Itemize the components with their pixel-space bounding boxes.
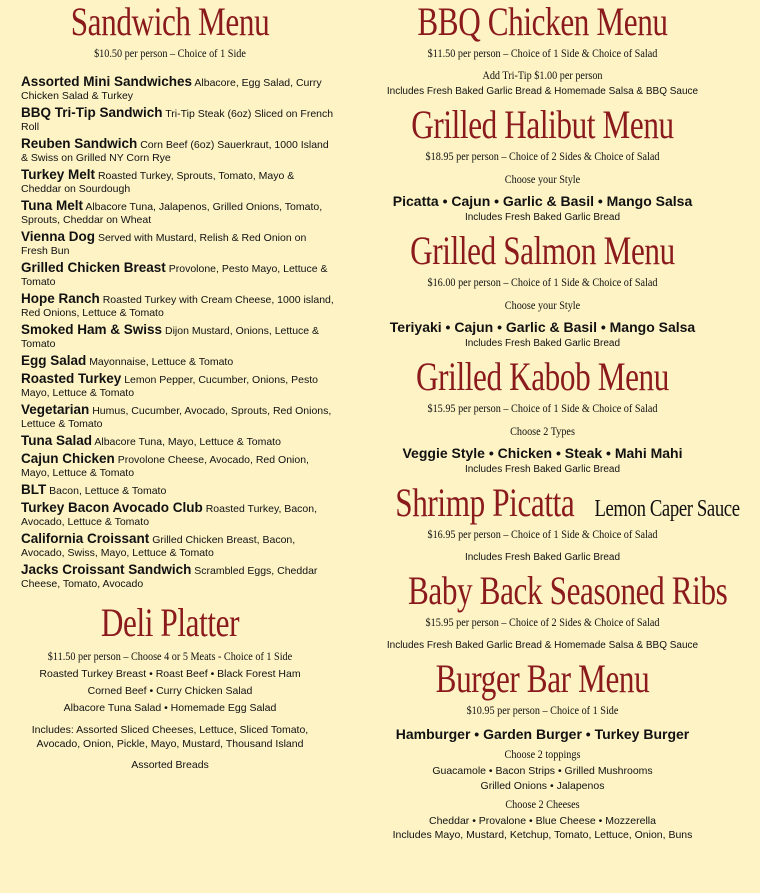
sandwich-item [21, 199, 336, 227]
sandwich-list [0, 75, 340, 591]
deli-breads: Assorted Breads [131, 759, 209, 771]
burger-bar-toppings-1: Guacamole • Bacon Strips • Grilled Mushrooms [432, 765, 653, 777]
sandwich-description: Roasted Turkey with Cream Cheese, 1000 island, Red Onions, Lettuce & Tomato [21, 294, 334, 319]
baby-back-ribs-includes: Includes Fresh Baked Garlic Bread & Homemade Salsa & BBQ Sauce [386, 640, 699, 651]
grilled-salmon-price: $16.00 per person – Choice of 1 Side & Choice of Salad [427, 275, 658, 289]
grilled-salmon-includes: Includes Fresh Baked Garlic Bread [464, 338, 621, 349]
sandwich-name: Smoked Ham & Swiss [21, 322, 163, 337]
sandwich-item [21, 75, 336, 103]
burger-bar-includes: Includes Mayo, Mustard, Ketchup, Tomato, Lettuce, Onion, Buns [392, 829, 693, 841]
grilled-halibut-price: $18.95 per person – Choice of 2 Sides & Choice of Salad [425, 149, 660, 163]
deli-platter-price: $11.50 per person – Choose 4 or 5 Meats - Choice of 1 Side [47, 649, 293, 663]
sandwich-description: Albacore Tuna, Jalapenos, Grilled Onions, Tomato, Sprouts, Cheddar on Wheat [21, 201, 323, 226]
sandwich-name: Jacks Croissant Sandwich [21, 562, 192, 577]
sandwich-item [21, 137, 336, 165]
sandwich-item [21, 483, 336, 498]
sandwich-description: Mayonnaise, Lettuce & Tomato [89, 356, 234, 368]
grilled-kabob-price: $15.95 per person – Choice of 1 Side & Choice of Salad [427, 401, 658, 415]
sandwich-description: Provolone Cheese, Avocado, Red Onion, Mayo, Lettuce & Tomato [21, 454, 309, 479]
sandwich-description: Dijon Mustard, Onions, Lettuce & Tomato [21, 325, 320, 350]
sandwich-menu-price: $10.50 per person – Choice of 1 Side [94, 46, 246, 60]
bbq-chicken-includes: Includes Fresh Baked Garlic Bread & Homemade Salsa & BBQ Sauce [386, 86, 699, 97]
sandwich-description: Grilled Chicken Breast, Bacon, Avocado, Swiss, Mayo, Lettuce & Tomato [21, 534, 296, 559]
bbq-chicken-addon: Add Tri-Tip $1.00 per person [482, 68, 603, 82]
grilled-halibut-includes: Includes Fresh Baked Garlic Bread [464, 212, 621, 223]
sandwich-name: Tuna Melt [21, 198, 83, 213]
sandwich-item [21, 452, 336, 480]
sandwich-name: Tuna Salad [21, 433, 93, 448]
burger-bar-options: Hamburger • Garden Burger • Turkey Burger [395, 726, 690, 742]
sandwich-item [21, 434, 336, 449]
grilled-salmon-title: Grilled Salmon Menu [410, 228, 675, 273]
burger-bar-toppings-label: Choose 2 toppings [504, 747, 581, 761]
baby-back-ribs-title: Baby Back Seasoned Ribs [407, 568, 728, 613]
right-column [370, 0, 740, 841]
sandwich-item [21, 501, 336, 529]
shrimp-picatta-subtitle: Lemon Caper Sauce [594, 496, 740, 522]
sandwich-description: Tri-Tip Steak (6oz) Sliced on French Roll [21, 108, 334, 133]
sandwich-description: Scrambled Eggs, Cheddar Cheese, Tomato, Avocado [21, 565, 318, 590]
grilled-halibut-title: Grilled Halibut Menu [411, 102, 674, 147]
sandwich-description: Corn Beef (6oz) Sauerkraut, 1000 Island & Swiss on Grilled NY Corn Rye [21, 139, 329, 164]
sandwich-item [21, 168, 336, 196]
sandwich-description: Provolone, Pesto Mayo, Lettuce & Tomato [21, 263, 328, 288]
sandwich-name: Reuben Sandwich [21, 136, 138, 151]
deli-includes-line-2: Avocado, Onion, Pickle, Mayo, Mustard, Thousand Island [36, 738, 304, 750]
sandwich-name: Egg Salad [21, 353, 87, 368]
grilled-kabob-includes: Includes Fresh Baked Garlic Bread [464, 464, 621, 475]
grilled-kabob-title: Grilled Kabob Menu [416, 354, 669, 399]
burger-bar-title: Burger Bar Menu [435, 656, 650, 701]
sandwich-name: Hope Ranch [21, 291, 100, 306]
sandwich-item [21, 403, 336, 431]
sandwich-name: California Croissant [21, 531, 150, 546]
sandwich-description: Albacore, Egg Salad, Curry Chicken Salad & Turkey [21, 77, 322, 102]
sandwich-item [21, 323, 336, 351]
grilled-kabob-choose: Choose 2 Types [510, 424, 575, 438]
sandwich-item [21, 372, 336, 400]
sandwich-name: BLT [21, 482, 47, 497]
sandwich-item [21, 532, 336, 560]
left-column [0, 0, 340, 771]
sandwich-description: Served with Mustard, Relish & Red Onion on Fresh Bun [21, 232, 307, 257]
deli-meats-line-3: Albacore Tuna Salad • Homemade Egg Salad [63, 702, 277, 714]
burger-bar-price: $10.95 per person – Choice of 1 Side [466, 703, 619, 717]
bbq-chicken-title: BBQ Chicken Menu [417, 0, 668, 44]
shrimp-picatta-includes: Includes Fresh Baked Garlic Bread [464, 552, 621, 563]
sandwich-name: Turkey Bacon Avocado Club [21, 500, 203, 515]
shrimp-picatta-price: $16.95 per person – Choice of 1 Side & Choice of Salad [427, 527, 658, 541]
sandwich-description: Albacore Tuna, Mayo, Lettuce & Tomato [94, 436, 281, 448]
sandwich-item [21, 563, 336, 591]
sandwich-name: Assorted Mini Sandwiches [21, 74, 193, 89]
baby-back-ribs-price: $15.95 per person – Choice of 2 Sides & Choice of Salad [425, 615, 660, 629]
shrimp-picatta-title: Shrimp Picatta [395, 480, 575, 525]
sandwich-name: Cajun Chicken [21, 451, 115, 466]
grilled-halibut-choose: Choose your Style [504, 172, 581, 186]
deli-meats-line-1: Roasted Turkey Breast • Roast Beef • Black Forest Ham [39, 668, 301, 680]
deli-platter-title: Deli Platter [100, 600, 240, 645]
sandwich-name: Vienna Dog [21, 229, 96, 244]
sandwich-description: Roasted Turkey, Bacon, Avocado, Lettuce & Tomato [21, 503, 317, 528]
sandwich-item [21, 292, 336, 320]
sandwich-description: Bacon, Lettuce & Tomato [49, 485, 167, 497]
sandwich-name: Vegetarian [21, 402, 90, 417]
sandwich-description: Lemon Pepper, Cucumber, Onions, Pesto Mayo, Lettuce & Tomato [21, 374, 318, 399]
burger-bar-cheeses-label: Choose 2 Cheeses [505, 797, 580, 811]
burger-bar-toppings-2: Grilled Onions • Jalapenos [480, 780, 605, 792]
sandwich-name: Roasted Turkey [21, 371, 122, 386]
sandwich-name: BBQ Tri-Tip Sandwich [21, 105, 163, 120]
deli-includes-line-1: Includes: Assorted Sliced Cheeses, Lettuce, Sliced Tomato, [31, 724, 309, 736]
sandwich-description: Roasted Turkey, Sprouts, Tomato, Mayo & Cheddar on Sourdough [21, 170, 295, 195]
deli-meats-line-2: Corned Beef • Curry Chicken Salad [87, 685, 253, 697]
sandwich-menu-title: Sandwich Menu [70, 0, 270, 44]
sandwich-name: Turkey Melt [21, 167, 96, 182]
sandwich-item [21, 261, 336, 289]
sandwich-item [21, 106, 336, 134]
shrimp-picatta-heading [370, 480, 740, 525]
burger-bar-cheeses: Cheddar • Provalone • Blue Cheese • Mozzerella [429, 815, 656, 827]
bbq-chicken-price: $11.50 per person – Choice of 1 Side & Choice of Salad [427, 46, 658, 60]
grilled-kabob-options: Veggie Style • Chicken • Steak • Mahi Mahi [402, 445, 683, 461]
grilled-salmon-options: Teriyaki • Cajun • Garlic & Basil • Mango Salsa [389, 319, 696, 335]
grilled-salmon-choose: Choose your Style [504, 298, 581, 312]
sandwich-item [21, 354, 336, 369]
sandwich-name: Grilled Chicken Breast [21, 260, 166, 275]
grilled-halibut-options: Picatta • Cajun • Garlic & Basil • Mango Salsa [392, 193, 693, 209]
sandwich-description: Humus, Cucumber, Avocado, Sprouts, Red Onions, Lettuce & Tomato [21, 405, 332, 430]
sandwich-item [21, 230, 336, 258]
